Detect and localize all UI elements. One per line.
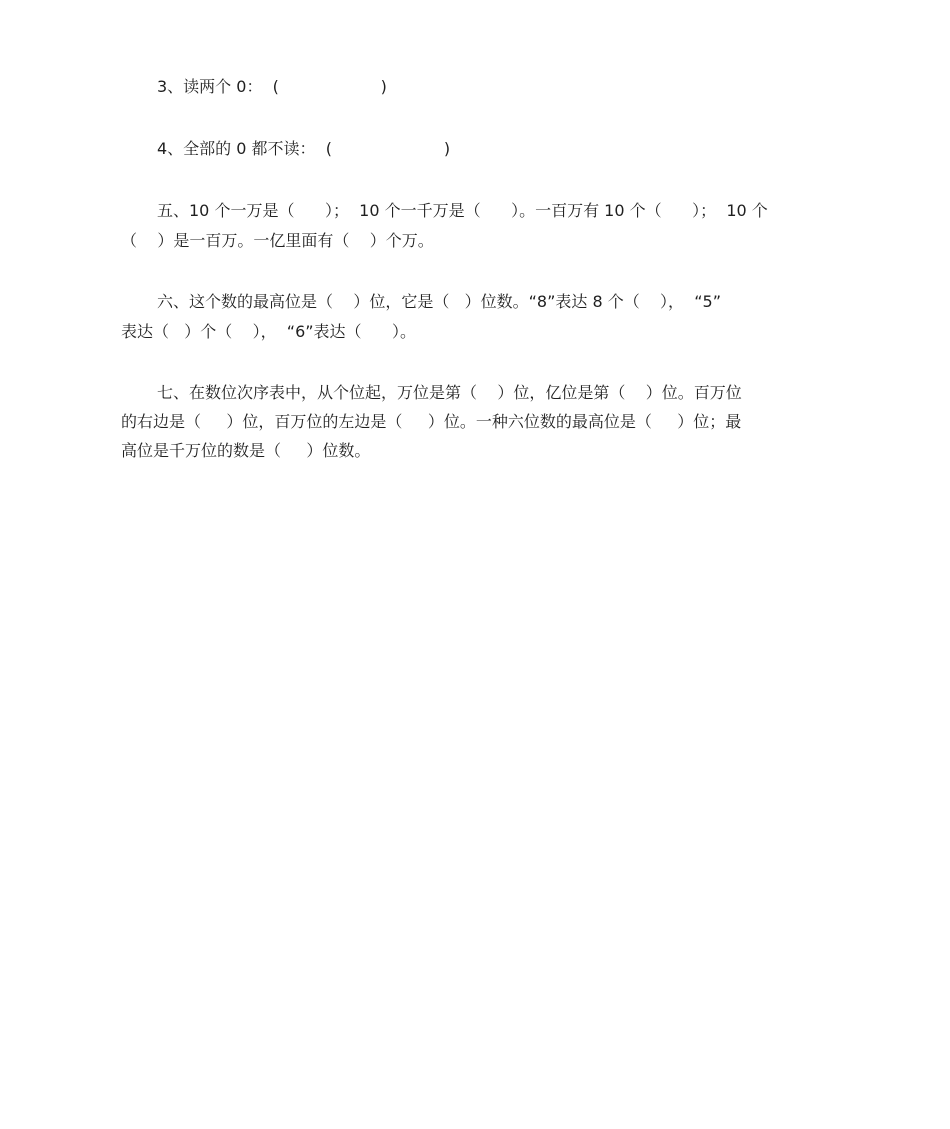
question-5-line-1: 五、10 个一万是（ ）； 10 个一千万是（ ）。一百万有 10 个（ ）； 10 个: [157, 201, 768, 220]
question-7-line-3: 高位是千万位的数是（ ）位数。: [121, 441, 371, 460]
question-5-line-2: （ ）是一百万。一亿里面有（ ）个万。: [121, 231, 434, 250]
question-3-read-two-zeros: 3、读两个 0： ( ): [157, 77, 387, 96]
question-4-no-zeros-read: 4、全部的 0 都不读： ( ): [157, 139, 451, 158]
question-7-line-2: 的右边是（ ）位，百万位的左边是（ ）位。一种六位数的最高位是（ ）位；最: [121, 412, 742, 431]
question-6-line-2: 表达（ ）个（ ）， “6”表达（ ）。: [121, 322, 417, 341]
question-7-line-1: 七、在数位次序表中，从个位起，万位是第（ ）位，亿位是第（ ）位。百万位: [157, 383, 742, 402]
question-6-line-1: 六、这个数的最高位是（ ）位，它是（ ）位数。“8”表达 8 个（ ）， “5”: [157, 292, 721, 311]
